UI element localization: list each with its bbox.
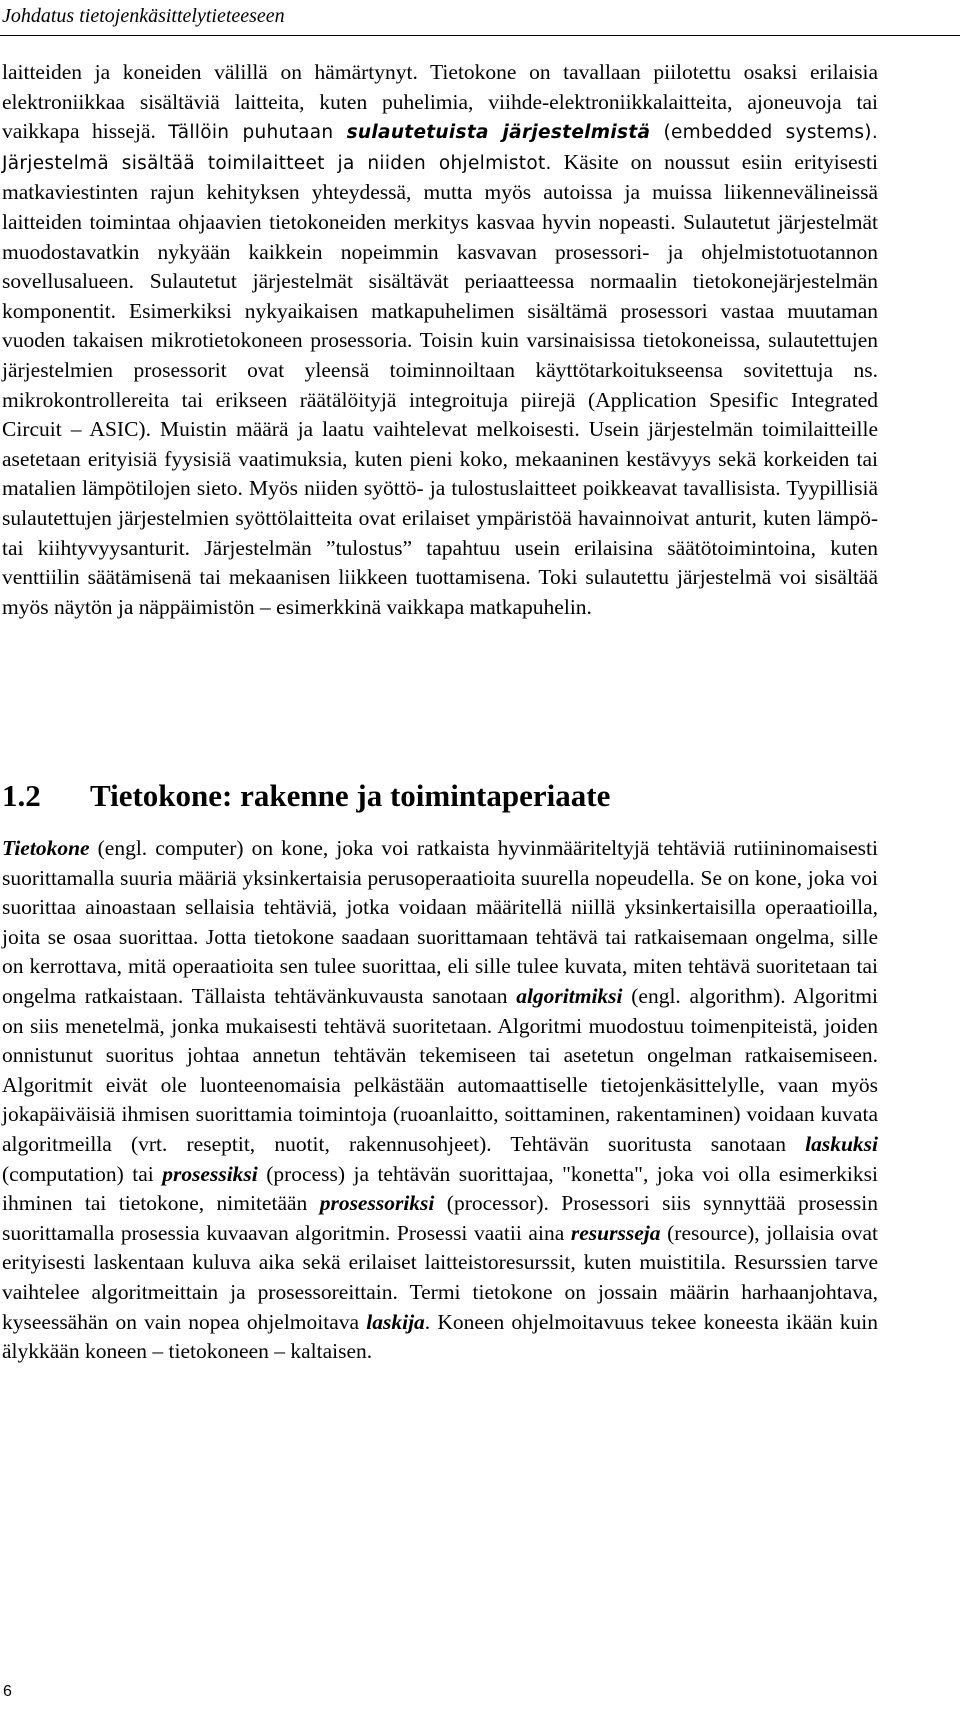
paragraph-text: Käsite on noussut esiin erityisesti matkaviestinten rajun kehityksen yhteydessä, mutta myös autoissa ja muissa liikennevälineissä laitteiden toimintaa ohjaavien tietokoneiden merkitys kasvaa hyvin nopeasti. Sulautetut järjestelmät muodostavatkin nykyään kaikkein nopeimmin kasvavan prosessori- ja ohjelmistotuotannon sovellusalueen. Sulautetut järjestelmät sisältävät periaatteessa normaalin tietokonejärjestelmän komponentit. [2, 149, 878, 323]
term-laskija: laskija [366, 1309, 425, 1334]
paragraph-text: (embedded systems). Järjestelmä sisältää toimilaitteet ja niiden ohjelmistot. [2, 122, 878, 174]
section-title: Tietokone: rakenne ja toimintaperiaate [90, 778, 611, 813]
intro-paragraph [2, 58, 878, 622]
paragraph-text: . Koneen ohjelmoitavuus tekee koneesta ikään kuin älykkään koneen – tietokoneen – kaltaisen. [2, 1309, 878, 1364]
term-resursseja: resursseja [570, 1220, 661, 1245]
paragraph-text: (computation) tai [2, 1161, 163, 1186]
term-tietokone: Tietokone [2, 836, 90, 860]
paragraph-text: (engl. computer) on kone, joka voi ratkaista hyvinmääriteltyjä tehtäviä rutiininomaisesti suorittamalla suuria määriä yksinkertaisia perusoperaatioita suurella nopeudella. Se on kone, joka voi suorittaa ainoastaan sellaisia tehtäviä, jotka voidaan määritellä niillä yksinkertaisilla operaatioilla, joita se osaa suorittaa. Jotta tietokone saadaan suorittamaan tehtävä tai ratkaisemaan ongelma, sille on kerrottava, mitä operaatioita sen tulee suorittaa, eli sille tulee kuvata, miten tehtävä suoritetaan tai ongelma ratkaistaan. Tällaista tehtävänkuvausta sanotaan [2, 836, 878, 1008]
paragraph-text: laitteiden ja koneiden välillä on hämärtynyt. Tietokone on tavallaan piilotettu osaksi erilaisia elektroniikkaa sisältäviä laitteita, kuten puhelimia, viihde-elektroniikkalaitteita, ajoneuvoja tai vaikkapa hissejä. [2, 60, 878, 144]
term-laskuksi: laskuksi [805, 1131, 878, 1156]
running-header-title: Johdatus tietojenkäsittelytieteeseen [2, 5, 285, 27]
paragraph-text: (process) ja tehtävän suorittajaa, "konetta", joka voi olla esimerkiksi ihminen tai tietokone, nimitetään [2, 1161, 878, 1216]
paragraph-text: Esimerkiksi nykyaikaisen matkapuhelimen sisältämä prosessori vastaa muutaman vuoden takaisen mikrotietokoneen prosessoria. Toisin kuin varsinaisissa tietokoneissa, sulautettujen järjestelmien prosessorit ovat yleensä toiminnoiltaan käyttötarkoitukseensa sovitettuja ns. mikrokontrollereita tai erikseen räätälöityjä integroituja piirejä (Application Spesific Integrated Circuit – ASIC). Muistin määrä ja laatu vaihtelevat melkoisesti. Usein järjestelmän toimilaitteille asetetaan erityisiä fyysisiä vaatimuksia, kuten pieni koko, mekaaninen kestävyys sekä korkeiden tai matalien lämpötilojen sieto. Myös niiden syöttö- ja tulostuslaitteet poikkeavat tavallisista. Tyypillisiä sulautettujen järjestelmien syöttölaitteita ovat erilaiset ympäristöä havainnoivat anturit, kuten lämpö- tai kiihtyvyysanturit. Järjestelmän ”tulostus” tapahtuu usein erilaisina säätötoimintoina, kuten venttiilin säätämisenä tai mekaanisen liikkeen tuottamisena. Toki sulautettu järjestelmä voi sisältää myös näytön ja näppäimistön – esimerkkinä vaikkapa matkapuhelin. [2, 298, 878, 619]
term-algoritmiksi: algoritmiksi [516, 983, 623, 1008]
term-sulautetut-jarjestelmat: sulautetuista järjestelmistä [346, 122, 651, 144]
definition-paragraph [2, 834, 878, 1367]
term-prosessiksi: prosessiksi [162, 1161, 258, 1186]
section-number: 1.2 [2, 778, 41, 813]
running-header [0, 0, 960, 36]
section-heading [2, 776, 878, 816]
paragraph-text: (resource), jollaisia ovat erityisesti laskentaan kuluva aika sekä erilaiset laitteistoresurssit, kuten muistitila. Resurssien tarve vaihtelee algoritmeittain ja prosessoreittain. Termi tietokone on jossain määrin harhaanjohtava, kyseessähän on vain nopea ohjelmoitava [2, 1220, 878, 1334]
paragraph-text: Tällöin puhutaan [168, 122, 347, 144]
paragraph-text: (processor). Prosessori siis synnyttää prosessin suorittamalla prosessia kuvaavan algoritmin. Prosessi vaatii aina [2, 1191, 879, 1245]
page-number: 6 [3, 1683, 12, 1700]
paragraph-text: (engl. algorithm). Algoritmi on siis menetelmä, jonka mukaisesti tehtävä suoritetaan. Algoritmi muodostuu toimenpiteistä, joiden onnistunut suoritus johtaa annetun tehtävän tekemiseen tai asetetun ongelman ratkaisemiseen. Algoritmit eivät ole luonteenomaisia pelkästään automaattiselle tietojenkäsittelylle, vaan myös jokapäiväisiä ihmisen suorittamia toimintoja (ruoanlaitto, soittaminen, rakentaminen) voidaan kuvata algoritmeilla (vrt. reseptit, nuotit, rakennusohjeet). Tehtävän suoritusta sanotaan [2, 983, 878, 1156]
term-prosessoriksi: prosessoriksi [319, 1191, 435, 1216]
